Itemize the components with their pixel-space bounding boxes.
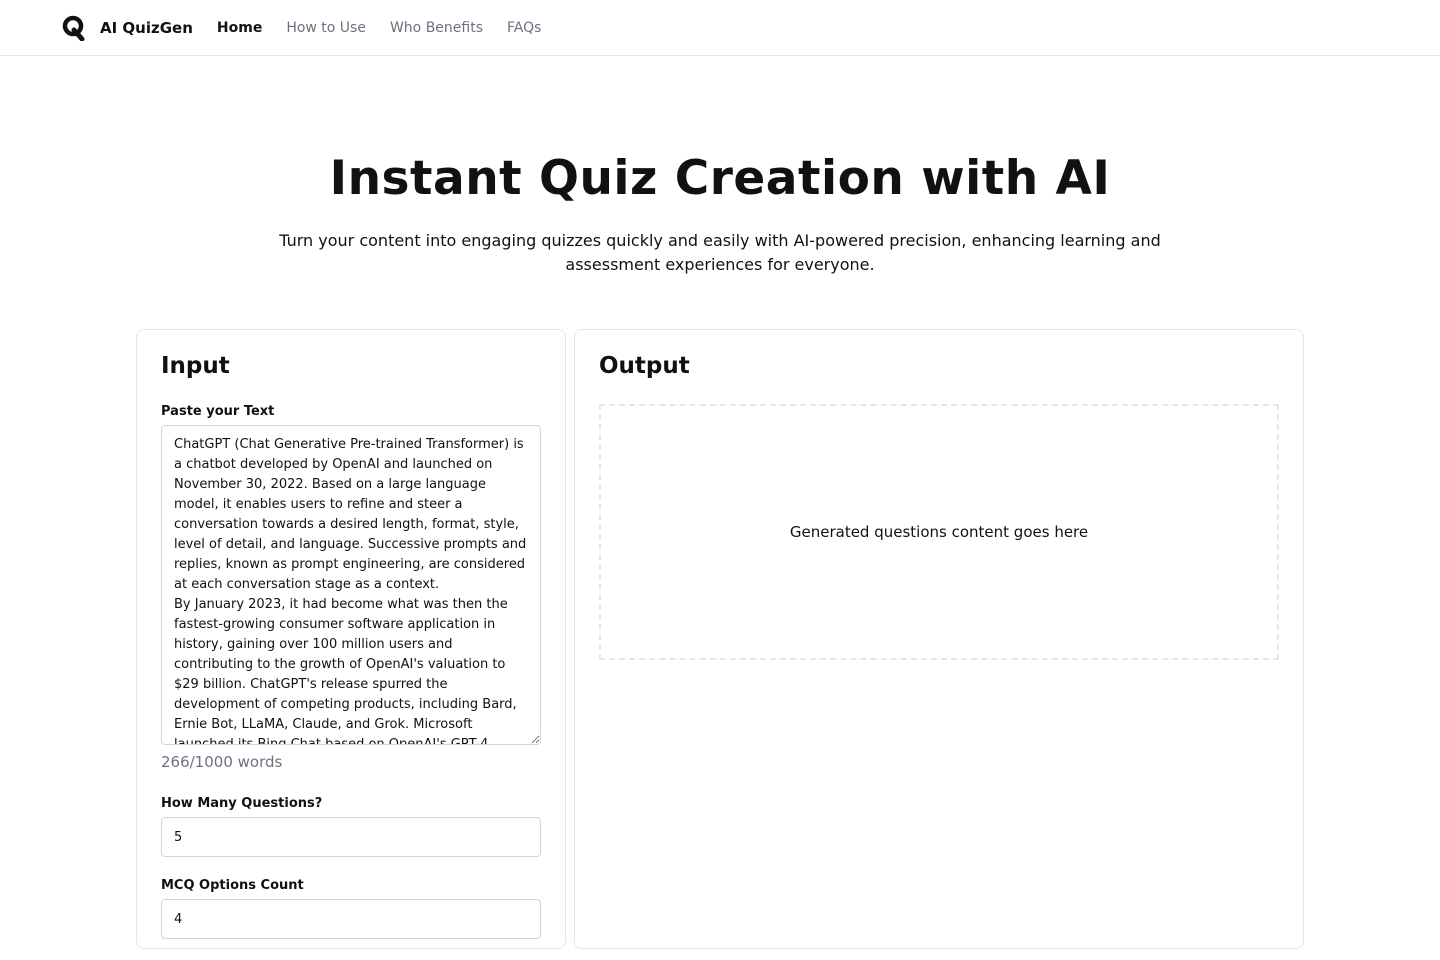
hero-subtitle: Turn your content into engaging quizzes quickly and easily with AI-powered precision, enhancing learning and assessment experiences for everyone.: [279, 231, 1161, 274]
options-count-input[interactable]: [161, 899, 541, 939]
main-nav: [217, 20, 542, 36]
text-label: Paste your Text: [161, 404, 275, 419]
q-logo-icon[interactable]: [62, 15, 86, 41]
nav-how-to-use[interactable]: How to Use: [286, 19, 366, 36]
brand-name[interactable]: AI QuizGen: [100, 18, 193, 37]
input-panel: [136, 329, 566, 949]
hero-section: [0, 56, 1440, 277]
top-nav-bar: [0, 0, 1440, 56]
output-panel: [574, 329, 1304, 949]
text-input[interactable]: [161, 425, 541, 745]
output-placeholder-box: [599, 404, 1279, 660]
questions-count-input[interactable]: [161, 817, 541, 857]
questions-label: How Many Questions?: [161, 796, 323, 811]
word-counter: 266/1000 words: [161, 753, 283, 771]
output-placeholder-text: Generated questions content goes here: [789, 523, 1089, 541]
output-heading: Output: [599, 353, 690, 379]
input-heading: Input: [161, 353, 230, 379]
hero-title: Instant Quiz Creation with AI: [329, 151, 1111, 206]
nav-faqs[interactable]: FAQs: [507, 19, 542, 36]
nav-who-benefits[interactable]: Who Benefits: [389, 19, 484, 36]
nav-home[interactable]: Home: [216, 19, 263, 36]
options-label: MCQ Options Count: [161, 878, 304, 893]
quiz-panels: [136, 329, 1304, 949]
